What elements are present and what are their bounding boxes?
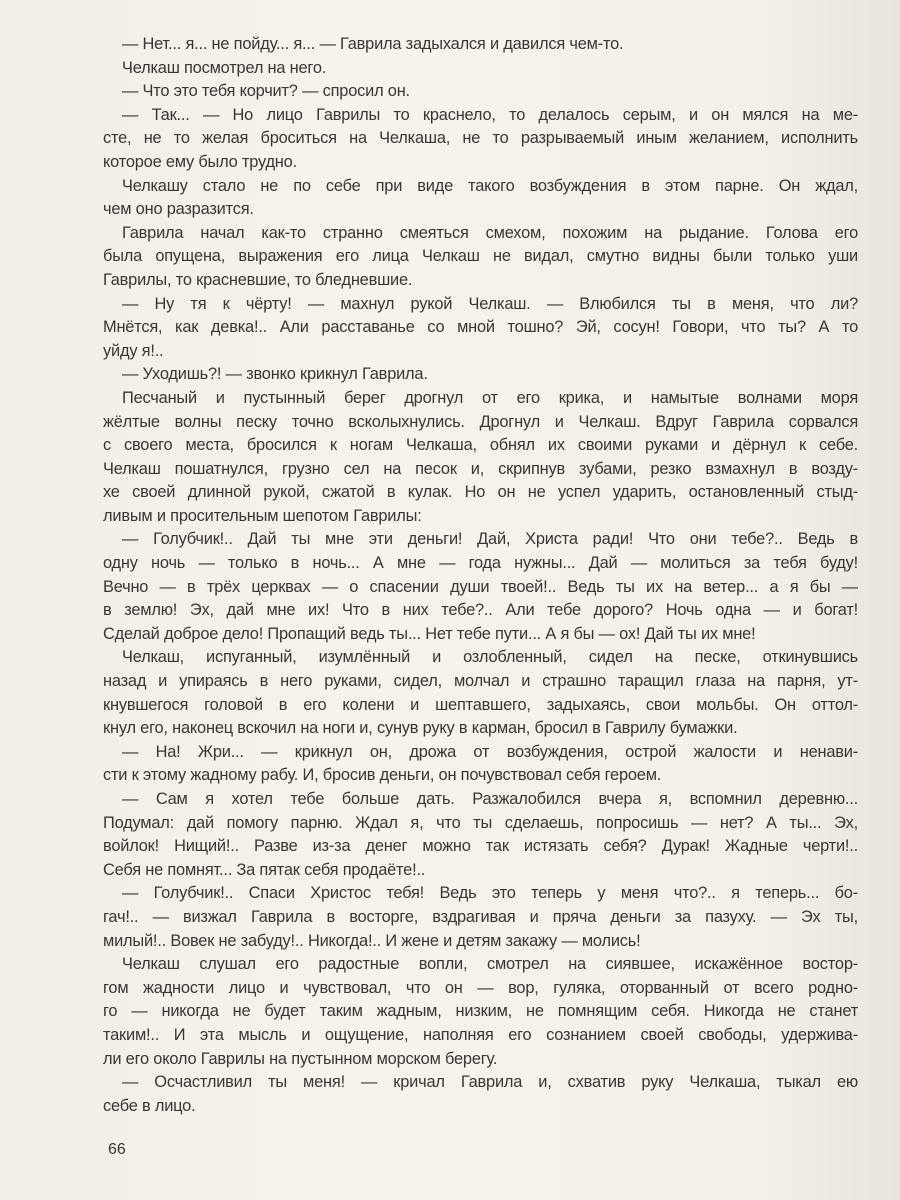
text-line: Гаврилы, то красневшие, то бледневшие. <box>103 270 413 289</box>
text-line: — Голубчик!.. Спаси Христос тебя! Ведь это теперь у меня что?.. я теперь... бо- <box>122 884 858 903</box>
text-line: Подумал: дай помогу парню. Ждал я, что ты сделаешь, попросишь — нет? А ты... Эх, <box>103 813 858 832</box>
text-line: — Ну тя к чёрту! — махнул рукой Челкаш. — Влюбился ты в меня, что ли? <box>122 294 858 313</box>
paragraph <box>103 882 858 953</box>
text-line: — Так... — Но лицо Гаврилы то краснело, то делалось серым, и он мялся на ме- <box>122 105 858 124</box>
text-line: Гаврила начал как-то странно смеяться смехом, похожим на рыдание. Голова его <box>122 223 858 242</box>
page-number: 66 <box>108 1141 126 1158</box>
paragraph <box>103 788 858 882</box>
paragraph <box>103 57 858 81</box>
text-line: ливым и просительным шепотом Гаврилы: <box>103 506 422 525</box>
text-line: Челкаш посмотрел на него. <box>122 58 327 77</box>
text-line: с своего места, бросился к ногам Челкаша, обнял их своими руками и дёрнул к себе. <box>103 436 858 455</box>
text-line: Мнётся, как девка!.. Али расставанье со мной тошно? Эй, сосун! Говори, что ты? А то <box>103 318 858 337</box>
text-line: — На! Жри... — крикнул он, дрожа от возбуждения, острой жалости и ненави- <box>122 742 858 761</box>
paragraph <box>103 175 858 222</box>
text-line: — Осчастливил ты меня! — кричал Гаврила и, схватив руку Челкаша, тыкал ею <box>122 1073 858 1092</box>
paragraph <box>103 222 858 293</box>
paragraph <box>103 953 858 1071</box>
paragraph <box>103 387 858 529</box>
text-line: хе своей длинной рукой, сжатой в кулак. Но он не успел ударить, остановленный стыд- <box>103 483 858 502</box>
body-text <box>103 33 858 1118</box>
text-line: — Уходишь?! — звонко крикнул Гаврила. <box>122 365 428 384</box>
paragraph <box>103 1071 858 1118</box>
text-line: себе в лицо. <box>103 1096 196 1115</box>
text-line: Челкаш пошатнулся, грузно сел на песок и, скрипнув зубами, резко взмахнул в возду- <box>103 459 858 478</box>
paragraph <box>103 104 858 175</box>
text-line: — Сам я хотел тебе больше дать. Разжалобился вчера я, вспомнил деревню... <box>122 790 858 808</box>
paragraph <box>103 363 858 387</box>
text-line: го — никогда не будет таким жадным, низким, не помнящим себя. Никогда не станет <box>103 1002 858 1021</box>
text-line: в землю! Эх, дай мне их! Что в них тебе?.. Али тебе дорого? Ночь одна — и богат! <box>103 601 858 620</box>
text-line: — Голубчик!.. Дай ты мне эти деньги! Дай, Христа ради! Что они тебе?.. Ведь в <box>122 530 858 549</box>
text-line: жёлтые волны песку точно всколыхнулись. Дрогнул и Челкаш. Вдруг Гаврила сорвался <box>103 412 858 431</box>
text-line: ли его около Гаврилы на пустынном морском берегу. <box>103 1049 498 1068</box>
text-line: кнул его, наконец вскочил на ноги и, сунув руку в карман, бросил в Гаврилу бумажки. <box>103 719 738 738</box>
text-line: была опущена, выражения его лица Челкаш не видал, смутно видны были только уши <box>103 247 858 266</box>
text-line: войлок! Нищий!.. Разве из-за денег можно так истязать себя? Дурак! Жадные черти!.. <box>103 837 858 856</box>
paragraph <box>103 741 858 788</box>
paragraph <box>103 646 858 740</box>
text-line: Челкаш слушал его радостные вопли, смотрел на сиявшее, искажённое востор- <box>122 955 858 974</box>
text-line: Сделай доброе дело! Пропащий ведь ты... Нет тебе пути... А я бы — ох! Дай ты их мне! <box>103 624 756 643</box>
text-line: сте, не то желая броситься на Челкаша, не то разрываемый иным желанием, исполнить <box>103 129 858 148</box>
text-line: гач!.. — визжал Гаврила в восторге, вздрагивая и пряча деньги за пазуху. — Эх ты, <box>103 907 858 926</box>
text-line: чем оно разразится. <box>103 200 254 219</box>
text-line: сти к этому жадному рабу. И, бросив деньги, он почувствовал себя героем. <box>103 766 662 785</box>
text-line: Челкашу стало не по себе при виде такого возбуждения в этом парне. Он ждал, <box>122 176 858 195</box>
text-line: Челкаш, испуганный, изумлённый и озлобленный, сидел на песке, откинувшись <box>122 648 858 667</box>
text-line: уйду я!.. <box>103 341 164 360</box>
text-line: Вечно — в трёх церквах — о спасении души твоей!.. Ведь ты их на ветер... а я бы — <box>103 577 858 596</box>
text-line: Песчаный и пустынный берег дрогнул от его крика, и намытые волнами моря <box>122 388 858 407</box>
paragraph <box>103 528 858 646</box>
text-line: одну ночь — только в ночь... А мне — года нужны... Дай — молиться за тебя буду! <box>103 554 858 573</box>
text-line: — Что это тебя корчит? — спросил он. <box>122 82 410 101</box>
paragraph <box>103 33 858 57</box>
text-line: кнувшегося головой в его колени и шептавшего, задыхаясь, свои мольбы. Он оттол- <box>103 695 858 714</box>
paragraph <box>103 293 858 364</box>
text-line: назад и упираясь в него руками, сидел, молчал и страшно таращил глаза на парня, ут- <box>103 672 858 691</box>
text-line: гом жадности лицо и чувствовал, что он — вор, гуляка, оторванный от всего родно- <box>103 978 858 997</box>
paragraph <box>103 80 858 104</box>
text-line: Себя не помнят... За пятак себя продаёте!.. <box>103 860 426 879</box>
text-line: милый!.. Вовек не забуду!.. Никогда!.. И жене и детям закажу — молись! <box>103 931 641 950</box>
text-line: которое ему было трудно. <box>103 152 297 171</box>
text-line: — Нет... я... не пойду... я... — Гаврила задыхался и давился чем-то. <box>122 35 624 53</box>
text-line: таким!.. И эта мысль и ощущение, наполняя его сознанием своей свободы, удержива- <box>103 1025 858 1044</box>
